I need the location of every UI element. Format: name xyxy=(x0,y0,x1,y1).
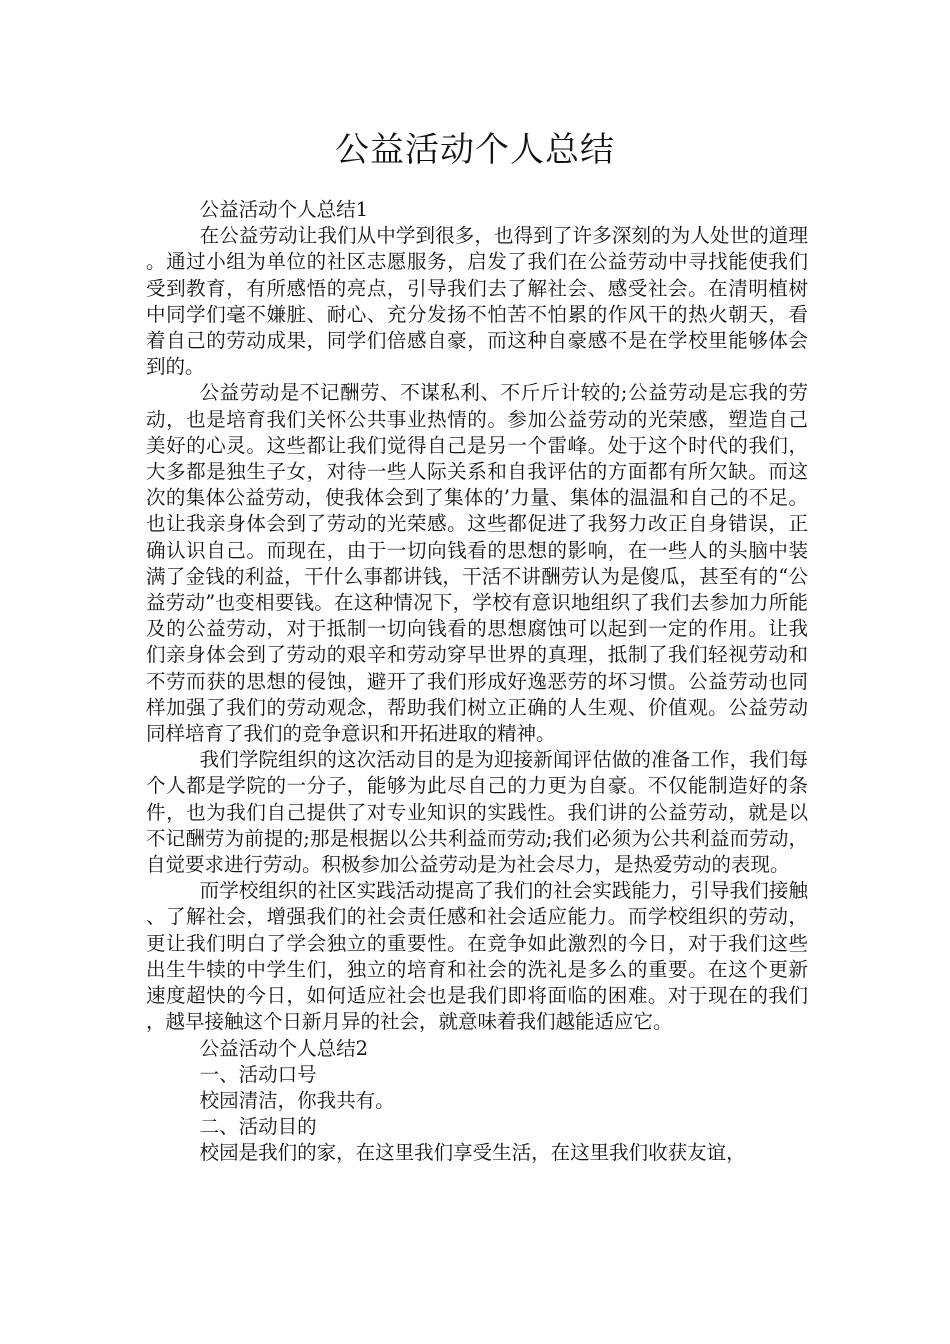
subheading-slogan: 一、活动口号 xyxy=(199,1062,317,1086)
paragraph-2: 公益劳动是不记酬劳、不谋私利、不斤斤计较的;公益劳动是忘我的劳动，也是培育我们关怀公共事业热情的。参加公益劳动的光荣感，塑造自己美好的心灵。这些都让我们觉得自己是另一个雷峰。处于这个时代的我们，大多都是独生子女，对待一些人际关系和自我评估的方面都有所欠缺。而这次的集体公益劳动，使我体会到了集体的’力量、集体的温温和自己的不足。也让我亲身体会到了劳动的光荣感。这些都促进了我努力改正自身错误，正确认识自己。而现在，由于一切向钱看的思想的影响，在一些人的头脑中装满了金钱的利益，干什么事都讲钱，干活不讲酬劳认为是傻瓜，甚至有的“公益劳动”也变相要钱。在这种情况下，学校有意识地组织了我们去参加力所能及的公益劳动，对于抵制一切向钱看的思想腐蚀可以起到一定的作用。让我们亲身体会到了劳动的艰辛和劳动穿早世界的真理，抵制了我们轻视劳动和不劳而获的思想的侵蚀，避开了我们形成好逸恶劳的坏习惯。公益劳动也同样加强了我们的劳动观念，帮助我们树立正确的人生观、价值观。公益劳动同样培育了我们的竞争意识和开拓进取的精神。 xyxy=(146,381,808,746)
paragraph-slogan: 校园清洁，你我共有。 xyxy=(199,1088,395,1112)
section-heading-2: 公益活动个人总结2 xyxy=(199,1036,369,1060)
paragraph-1: 在公益劳动让我们从中学到很多，也得到了许多深刻的为人处世的道理。通过小组为单位的社区志愿服务，启发了我们在公益劳动中寻找能使我们受到教育，有所感悟的亮点，引导我们去了解社会、感受社会。在清明植树中同学们毫不嫌脏、耐心、充分发扬不怕苦不怕累的作风干的热火朝天，看着自己的劳动成果，同学们倍感自豪，而这种自豪感不是在学校里能够体会到的。 xyxy=(146,224,808,379)
section-heading-1: 公益活动个人总结1 xyxy=(199,198,369,221)
document-body xyxy=(146,197,808,1167)
page-title: 公益活动个人总结 xyxy=(335,130,615,170)
paragraph-purpose: 校园是我们的家，在这里我们享受生活，在这里我们收获友谊， xyxy=(199,1141,746,1165)
paragraph-3: 我们学院组织的这次活动目的是为迎接新闻评估做的准备工作，我们每个人都是学院的一分子，能够为此尽自己的力更为自豪。不仅能制造好的条件，也为我们自己提供了对专业知识的实践性。我们讲的公益劳动，就是以不记酬劳为前提的;那是根据以公共利益而劳动;我们必须为公共利益而劳动，自觉要求进行劳动。积极参加公益劳动是为社会尽力，是热爱劳动的表现。 xyxy=(146,748,808,877)
paragraph-4: 而学校组织的社区实践活动提高了我们的社会实践能力，引导我们接触、了解社会，增强我们的社会责任感和社会适应能力。而学校组织的劳动，更让我们明白了学会独立的重要性。在竞争如此激烈的今日，对于我们这些出生牛犊的中学生们，独立的培育和社会的洗礼是多么的重要。在这个更新速度超快的今日，如何适应社会也是我们即将面临的困难。对于现在的我们，越早接触这个日新月异的社会，就意味着我们越能适应它。 xyxy=(146,879,808,1034)
subheading-purpose: 二、活动目的 xyxy=(199,1115,317,1139)
